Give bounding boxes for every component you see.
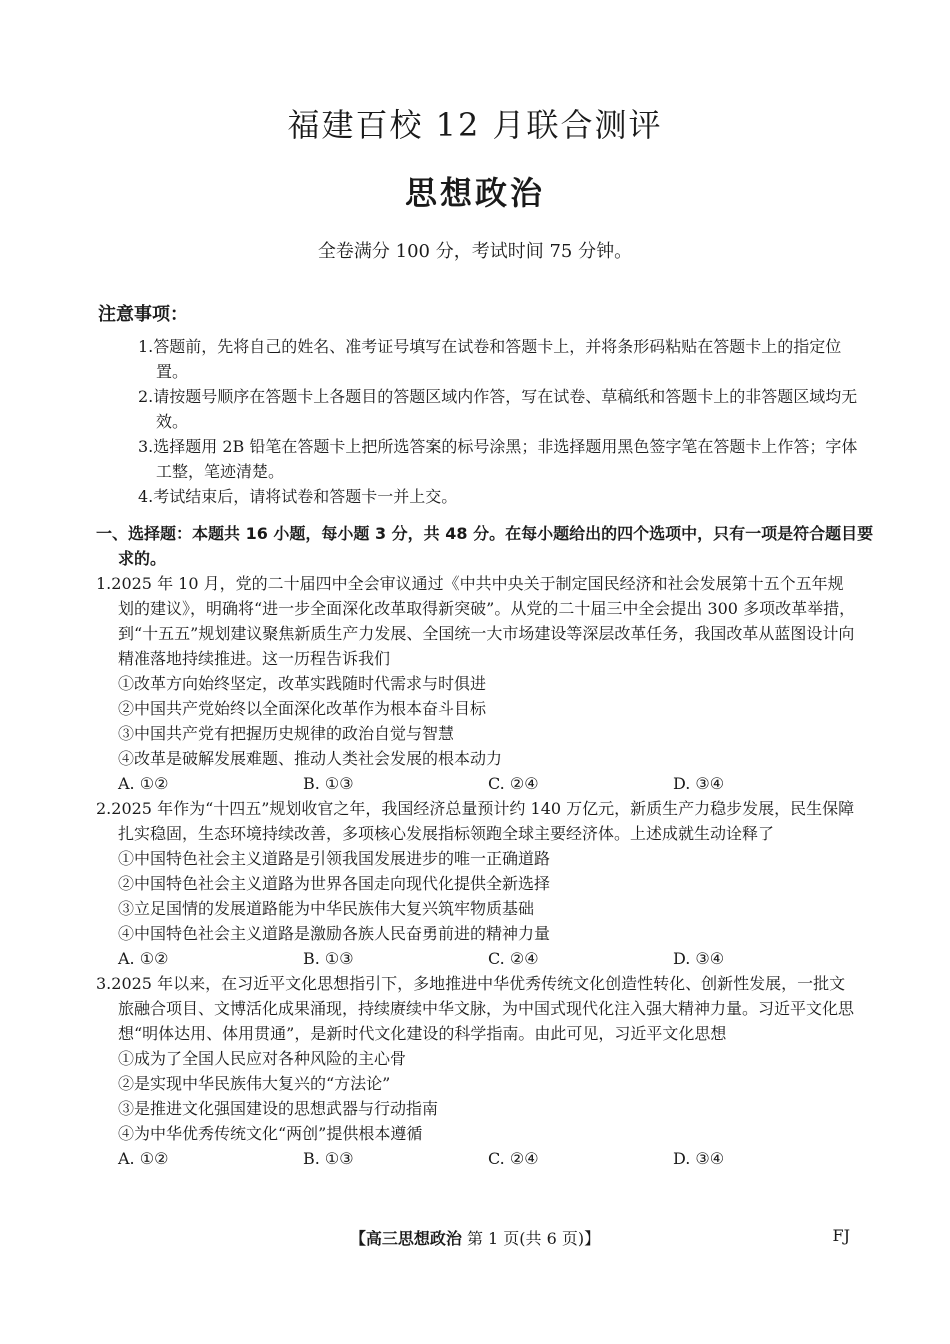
note-item: 1.答题前，先将自己的姓名、准考证号填写在试卷和答题卡上，并将条形码粘贴在答题卡上的指定位置。 bbox=[138, 337, 842, 381]
statement-option: ③立足国情的发展道路能为中华民族伟大复兴筑牢物质基础 bbox=[118, 899, 535, 918]
exam-info: 全卷满分 100 分，考试时间 75 分钟。 bbox=[317, 241, 633, 262]
question-1 bbox=[96, 571, 858, 796]
answer-choices bbox=[96, 946, 858, 971]
footer-label: 【高三思想政治 bbox=[349, 1229, 462, 1248]
statement-option: ④改革是破解发展难题、推动人类社会发展的根本动力 bbox=[118, 749, 503, 768]
statement-option: ①成为了全国人民应对各种风险的主心骨 bbox=[118, 1049, 407, 1068]
statement-option: ④中国特色社会主义道路是激励各族人民奋勇前进的精神力量 bbox=[118, 924, 551, 943]
choice-d: D. ③④ bbox=[673, 774, 725, 793]
question-stem: 2.2025 年作为“十四五”规划收官之年，我国经济总量预计约 140 万亿元，新质生产力稳步发展，民生保障扎实稳固，生态环境持续改善，多项核心发展指标领跑全球主要经济体。上述成就生动诠释了 bbox=[96, 799, 855, 843]
statement-option: ②中国共产党始终以全面深化改革作为根本奋斗目标 bbox=[118, 699, 487, 718]
question-stem: 1.2025 年 10 月，党的二十届四中全会审议通过《中共中央关于制定国民经济和社会发展第十五个五年规划的建议》，明确将“进一步全面深化改革取得新突破”。从党的二十届三中全会提出 300 多项改革举措，到“十五五”规划建议聚焦新质生产力发展、全国统一大市场建设等深层改革任务，我国改革从蓝图设计向精准落地持续推进。这一历程告诉我们 bbox=[96, 574, 856, 668]
question-stem: 3.2025 年以来，在习近平文化思想指引下，多地推进中华优秀传统文化创造性转化、创新性发展，一批文旅融合项目、文博活化成果涌现，持续赓续中华文脉，为中国式现代化注入强大精神力量。习近平文化思想“明体达用、体用贯通”，是新时代文化建设的科学指南。由此可见，习近平文化思想 bbox=[96, 974, 855, 1043]
choice-a: A. ①② bbox=[118, 949, 169, 968]
choice-c: C. ②④ bbox=[488, 774, 539, 793]
choice-b: B. ①③ bbox=[303, 949, 354, 968]
notes-title: 注意事项： bbox=[98, 304, 188, 325]
statement-option: ①中国特色社会主义道路是引领我国发展进步的唯一正确道路 bbox=[118, 849, 551, 868]
notes-section bbox=[98, 300, 858, 509]
note-item: 2.请按题号顺序在答题卡上各题目的答题区域内作答，写在试卷、草稿纸和答题卡上的非答题区域均无效。 bbox=[138, 387, 858, 431]
statement-option: ②中国特色社会主义道路为世界各国走向现代化提供全新选择 bbox=[118, 874, 551, 893]
choice-b: B. ①③ bbox=[303, 1149, 354, 1168]
choice-b: B. ①③ bbox=[303, 774, 354, 793]
question-list bbox=[96, 571, 858, 1171]
region-code: FJ bbox=[832, 1226, 850, 1245]
answer-choices bbox=[96, 771, 858, 796]
choice-d: D. ③④ bbox=[673, 1149, 725, 1168]
choice-d: D. ③④ bbox=[673, 949, 725, 968]
footer-page-number: 第 1 页(共 6 页)】 bbox=[466, 1229, 601, 1248]
choice-a: A. ①② bbox=[118, 774, 169, 793]
section-heading: 一、选择题：本题共 16 小题，每小题 3 分，共 48 分。在每小题给出的四个选项中，只有一项是符合题目要求的。 bbox=[96, 524, 874, 568]
question-2 bbox=[96, 796, 858, 971]
page-footer bbox=[0, 1226, 950, 1249]
choice-c: C. ②④ bbox=[488, 949, 539, 968]
statement-option: ③中国共产党有把握历史规律的政治自觉与智慧 bbox=[118, 724, 455, 743]
statement-option: ②是实现中华民族伟大复兴的“方法论” bbox=[118, 1074, 391, 1093]
exam-title: 福建百校 12 月联合测评 bbox=[287, 106, 663, 144]
note-item: 3.选择题用 2B 铅笔在答题卡上把所选答案的标号涂黑；非选择题用黑色签字笔在答题卡上作答；字体工整，笔迹清楚。 bbox=[138, 437, 858, 481]
question-3 bbox=[96, 971, 858, 1171]
subject-title: 思想政治 bbox=[404, 174, 545, 212]
note-item: 4.考试结束后，请将试卷和答题卡一并上交。 bbox=[138, 487, 458, 506]
choice-c: C. ②④ bbox=[488, 1149, 539, 1168]
statement-option: ④为中华优秀传统文化“两创”提供根本遵循 bbox=[118, 1124, 423, 1143]
answer-choices bbox=[96, 1146, 858, 1171]
choice-a: A. ①② bbox=[118, 1149, 169, 1168]
statement-option: ③是推进文化强国建设的思想武器与行动指南 bbox=[118, 1099, 439, 1118]
statement-option: ①改革方向始终坚定，改革实践随时代需求与时俱进 bbox=[118, 674, 487, 693]
